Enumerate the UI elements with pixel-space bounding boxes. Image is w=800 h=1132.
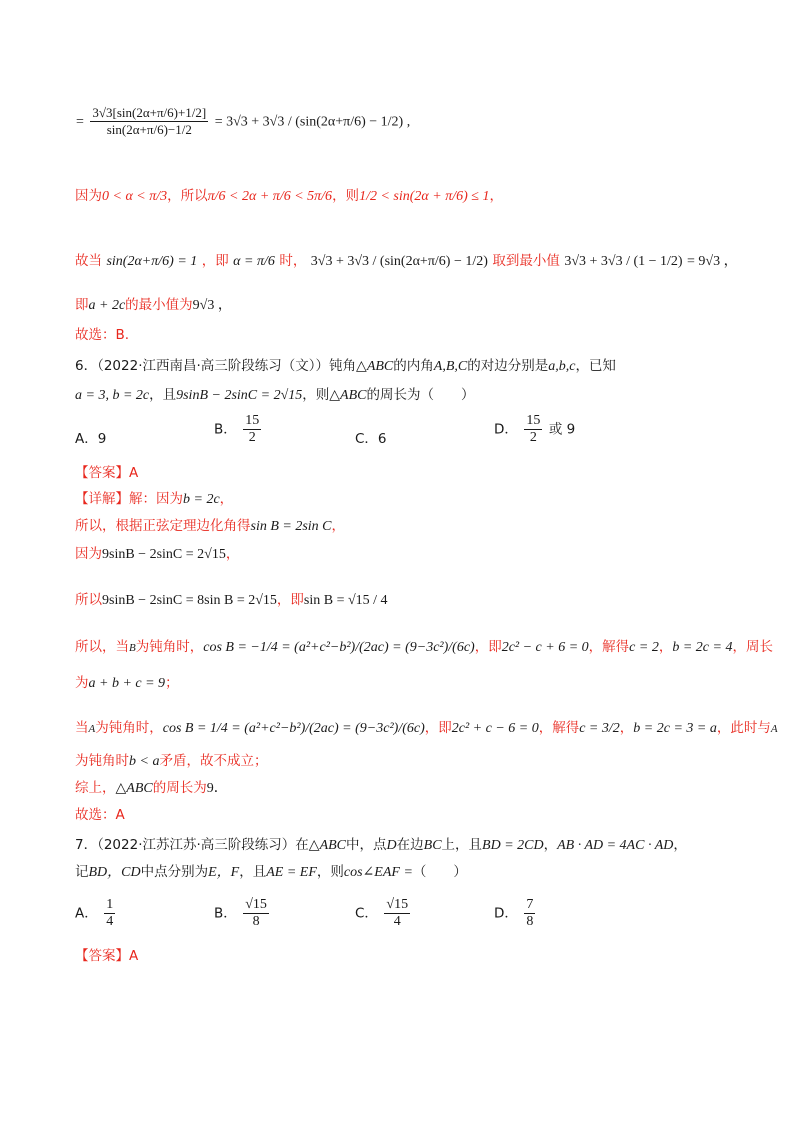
text: ，则 [316, 864, 344, 880]
math-expr: 9√3 ， [192, 298, 232, 313]
q6-detail-line-2 [75, 517, 345, 536]
math-expr: b = 2c = 4 [672, 640, 733, 655]
text: 的周长为 [152, 780, 207, 796]
text: ，解得 [588, 639, 630, 655]
math-expr: c = 3/2 [579, 721, 620, 736]
math-expr: cos∠EAF = [343, 865, 413, 880]
q6-detail-line-7 [75, 719, 778, 738]
text: 取到最小值 [492, 253, 560, 269]
text: ，所以 [167, 188, 208, 204]
fraction-denominator: 2 [529, 430, 537, 445]
math-expr: 0 < α < π/3 [102, 189, 168, 204]
math-expr: a + 2c [88, 298, 126, 313]
text: ， [673, 837, 687, 853]
text: 在边 [396, 837, 424, 853]
text: ，即 [201, 253, 229, 269]
text: ，则 [302, 387, 330, 403]
text: 所以，根据正弦定理边化角得 [75, 518, 251, 534]
q7-option-a [75, 897, 117, 930]
math-expr: 9sinB − 2sinC = 2√15 [176, 388, 303, 403]
math-expr: AE = EF [266, 865, 317, 880]
text: 即 [75, 297, 89, 313]
math-expr: a = 3, b = 2c [75, 388, 150, 403]
text: ， [658, 639, 673, 655]
math-expr: E，F [208, 865, 240, 880]
q6-detail-line-1 [75, 490, 233, 509]
text: 中，点 [346, 837, 387, 853]
fraction-numerator: 15 [245, 413, 260, 428]
text: ，周长 [732, 639, 773, 655]
reasoning-line-2 [75, 187, 503, 206]
text: ，已知 [575, 358, 616, 374]
math-expr: BC [423, 838, 442, 853]
text: ，即 [424, 720, 452, 736]
text: ，且 [149, 387, 177, 403]
text: 所以 [75, 592, 102, 608]
math-expr: A [88, 723, 96, 735]
text: 因为 [75, 546, 102, 562]
text: ； [165, 675, 179, 691]
text: ，则 [332, 188, 360, 204]
q7-answer: 【答案】A [75, 948, 139, 964]
text: ， [219, 491, 234, 507]
text: ，即 [276, 592, 304, 608]
option-label: B． [214, 905, 237, 922]
reasoning-line-3: 故当 sin(2α+π/6) = 1 ，即 α = π/6 时， 3√3 + 3√3 / (sin(2α+π/6) − 1/2) 取到最小值 3√3 + 3√3 / (1 − 1/2) = 9√3 ， [75, 253, 738, 269]
math-expr: b = 2c [183, 492, 220, 507]
q7-stem-line-1 [75, 836, 687, 855]
fraction-numerator: 15 [526, 413, 541, 428]
text: 为钝角时， [135, 639, 204, 655]
fraction-denominator: 4 [106, 914, 114, 929]
q6-detail-line-9 [75, 779, 228, 798]
math-expr: 9． [206, 781, 228, 796]
question-number: 7． [75, 837, 98, 853]
option-label: B． [214, 421, 237, 438]
text: 所以，当 [75, 639, 129, 655]
math-expr: sin B = 2sin C [250, 519, 332, 534]
q6-detail-line-8 [75, 752, 267, 771]
choice-line: 故选：B. [75, 327, 130, 343]
fraction-denominator: 2 [248, 430, 256, 445]
q7-option-d [494, 897, 537, 930]
math-expr: BD = 2CD [482, 838, 544, 853]
text: （ ） [412, 864, 467, 880]
text: ，即 [474, 639, 502, 655]
detail-label: 【详解】 [75, 491, 129, 507]
formula-1-denominator: sin(2α+π/6)−1/2 [106, 122, 192, 137]
text: 矛盾，故不成立； [159, 753, 268, 769]
text: 记 [75, 864, 89, 880]
math-expr: AB · AD = 4AC · AD [557, 838, 674, 853]
text: ，且 [239, 864, 267, 880]
math-expr: sin(2α+π/6) = 1 [106, 254, 198, 269]
option-label: D． [494, 905, 518, 922]
q6-detail-line-5 [75, 638, 773, 657]
text: 当 [75, 720, 89, 736]
q7-stem-line-2 [75, 863, 467, 882]
fraction-numerator: √15 [386, 897, 409, 912]
q6-option-a: A．9 [75, 431, 107, 447]
math-expr: 9sinB − 2sinC = 2√15 [102, 547, 226, 562]
option-label: D． [494, 421, 518, 438]
formula-1-numerator: 3√3[sin(2α+π/6)+1/2] [92, 105, 207, 120]
math-expr: cos B = 1/4 = (a²+c²−b²)/(2ac) = (9−3c²)/(6c) [162, 721, 425, 736]
q6-option-b [214, 413, 263, 446]
fraction-numerator: √15 [245, 897, 267, 912]
text: 因为 [75, 188, 102, 204]
q7-option-c [355, 897, 412, 930]
math-expr: b = 2c = 3 = a [633, 721, 717, 736]
text: ， [619, 720, 634, 736]
text: 的内角 [393, 358, 434, 374]
q6-option-d [494, 413, 575, 446]
math-expr: △ABC [308, 838, 347, 853]
text: 时， [279, 253, 307, 269]
text: ， [331, 518, 346, 534]
text: 的对边分别是 [467, 358, 549, 374]
text: 中点分别为 [140, 864, 209, 880]
math-expr: 2c² − c + 6 = 0 [501, 640, 589, 655]
math-expr: B [129, 642, 136, 654]
text: 综上， [75, 780, 116, 796]
math-expr: a + b + c = 9 [88, 676, 166, 691]
math-expr: π/6 < 2α + π/6 < 5π/6 [207, 189, 333, 204]
text: 的周长为（ ） [366, 387, 475, 403]
math-expr: △ABC [115, 781, 153, 796]
math-expr: BD，CD [88, 865, 141, 880]
text: ，此时与 [716, 720, 771, 736]
q7-option-b [214, 897, 271, 930]
q6-option-c: C．6 [355, 431, 387, 447]
q6-detail-line-3 [75, 545, 239, 564]
q6-detail-line-4 [75, 591, 388, 610]
math-expr: sin B = √15 / 4 [303, 593, 388, 608]
math-expr: 2c² + c − 6 = 0 [451, 721, 539, 736]
math-expr: = 9√3 ， [687, 254, 738, 269]
q6-stem-line-1: 6．（2022·江西南昌·高三阶段练习（文））钝角△ABC的内角A,B,C的对边分别是a,b,c，已知 [75, 358, 616, 374]
text: ， [225, 546, 240, 562]
text: 为 [75, 675, 89, 691]
text: ，解得 [538, 720, 580, 736]
option-label: C． [355, 905, 378, 922]
reasoning-line-4 [75, 296, 232, 315]
formula-1-rhs: = 3√3 + 3√3 / (sin(2α+π/6) − 1/2) , [214, 114, 411, 130]
math-expr: α = π/6 [233, 254, 275, 269]
formula-line-1: = $\frac{3√3[\sin(2\alpha+\pi/6)+1/2]}{\sin(2\alpha+\pi/6)-1/2}$ = 3√3 + 3√3 / (sin(2α+π/6) − 1/2) , [76, 105, 411, 137]
text: 故当 [75, 253, 102, 269]
text: ， [489, 188, 503, 204]
fraction-denominator: 8 [252, 914, 260, 929]
question-number: 6． [75, 358, 98, 374]
fraction-numerator: 7 [526, 897, 534, 912]
fraction-denominator: 4 [393, 914, 401, 929]
math-expr: 9sinB − 2sinC = 8sin B = 2√15 [102, 593, 277, 608]
text: 为钝角时， [95, 720, 163, 736]
text: 为钝角时 [75, 753, 129, 769]
math-expr: A [770, 723, 778, 735]
q6-stem-line-2: a = 3, b = 2c，且9sinB − 2sinC = 2√15，则△ABC的周长为（ ） [75, 387, 475, 403]
text: 上，且 [441, 837, 483, 853]
q6-answer: 【答案】A [75, 465, 139, 481]
math-expr: c = 2 [629, 640, 659, 655]
text: 解：因为 [129, 491, 183, 507]
question-source: （2022·江西南昌·高三阶段练习（文））钝角 [97, 358, 357, 374]
fraction-numerator: 1 [106, 897, 114, 912]
q6-detail-line-6 [75, 674, 179, 693]
math-expr: 1/2 < sin(2α + π/6) ≤ 1 [359, 189, 490, 204]
math-expr: cos B = −1/4 = (a²+c²−b²)/(2ac) = (9−3c²)/(6c) [203, 640, 475, 655]
math-expr: b < a [129, 754, 160, 769]
option-tail: 或 9 [548, 421, 576, 438]
text: ， [543, 837, 558, 853]
fraction-denominator: 8 [526, 914, 534, 929]
math-expr: D [386, 838, 397, 853]
q6-choice-line: 故选：A [75, 807, 125, 823]
text: 的最小值为 [125, 297, 193, 313]
option-label: A． [75, 905, 98, 922]
question-source: （2022·江苏江苏·高三阶段练习）在 [97, 837, 309, 853]
